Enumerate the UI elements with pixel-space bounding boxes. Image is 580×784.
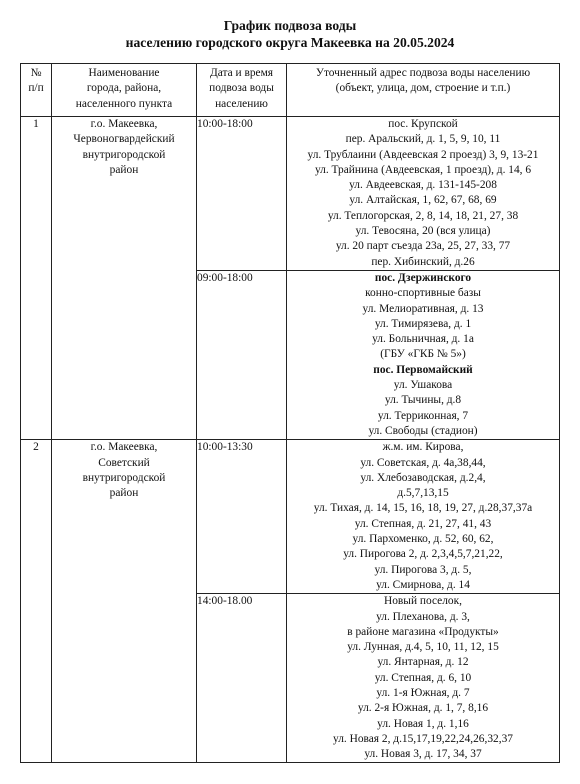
time-cell: 14:00-18.00	[197, 594, 287, 763]
address-cell	[287, 594, 560, 763]
address-line: пос. Крупской	[388, 118, 458, 130]
area-line: г.о. Макеевка,	[90, 441, 158, 454]
row-number: 2	[21, 440, 52, 763]
address-line: пос. Первомайский	[373, 363, 473, 376]
header-row	[21, 64, 560, 117]
document-title: График подвоза воды	[223, 18, 357, 33]
address-line: пос. Дзержинского	[374, 271, 472, 284]
address-line: ул. Терриконная, 7	[377, 409, 469, 422]
table-body	[21, 117, 560, 763]
area-line: внутригородской	[82, 471, 166, 484]
address-line: ул. Авдеевская, д. 131-145-208	[349, 179, 497, 192]
time-cell: 10:00-18:00	[197, 117, 287, 271]
area-line: Советский	[98, 456, 150, 469]
address-line: ул. 2-я Южная, д. 1, 7, 8,16	[357, 702, 489, 715]
header-time: Дата и время подвоза воды населению	[197, 64, 287, 117]
area-cell	[52, 117, 197, 440]
address-line: ул. Тихая, д. 14, 15, 16, 18, 19, 27, д.28,37,37а	[313, 502, 533, 515]
address-line: ул. Степная, д. 6, 10	[374, 671, 472, 684]
document-subtitle: населению городского округа Макеевка на 20.05.2024	[125, 35, 455, 50]
address-line: ул. Трайнина (Авдеевская, 1 проезд), д. 14, 6	[314, 163, 532, 176]
address-line: ул. Свободы (стадион)	[368, 424, 478, 437]
area-line: Червоногвардейский	[73, 133, 175, 146]
water-schedule-table	[20, 63, 560, 763]
address-line: ул. Степная, д. 21, 27, 41, 43	[354, 517, 492, 530]
header-area: Наименование города, района, населенного пункта	[52, 64, 197, 117]
address-line: ул. Хлебозаводская, д.2,4,	[360, 471, 486, 484]
area-line: район	[109, 487, 139, 500]
address-line: ул. Новая 2, д.15,17,19,22,24,26,32,37	[333, 732, 513, 745]
header-address: Уточненный адрес подвоза воды населению (объект, улица, дом, строение и т.п.)	[287, 64, 560, 117]
address-line: ул. 1-я Южная, д. 7	[376, 686, 470, 699]
address-line: ул. Ушакова	[393, 379, 453, 392]
address-line: ул. Новая 3, д. 17, 34, 37	[364, 748, 482, 761]
address-line: ул. Алтайская, 1, 62, 67, 68, 69	[349, 194, 497, 207]
time-cell: 09:00-18:00	[197, 270, 287, 439]
address-line: ул. Плеханова, д. 3,	[376, 610, 470, 623]
address-line: ул. Советская, д. 4а,38,44,	[360, 456, 486, 469]
address-line: ул. Мелиоративная, д. 13	[362, 302, 484, 315]
table-row	[21, 440, 560, 594]
table-row	[21, 117, 560, 271]
address-line: ул. Смирнова, д. 14	[376, 578, 470, 591]
area-line: внутригородской	[82, 148, 166, 161]
address-line: ул. Больничная, д. 1а	[372, 333, 474, 346]
address-line: (ГБУ «ГКБ № 5»)	[380, 348, 466, 361]
address-cell	[287, 440, 560, 594]
address-cell	[287, 117, 560, 271]
address-line: ж.м. им. Кирова,	[382, 441, 464, 454]
time-cell: 10:00-13:30	[197, 440, 287, 594]
address-line: в районе магазина «Продукты»	[347, 625, 499, 638]
address-line: ул. Янтарная, д. 12	[377, 656, 469, 669]
address-line: ул. Тевосяна, 20 (вся улица)	[355, 225, 491, 238]
address-line: ул. Трублаини (Авдеевская 2 проезд) 3, 9, 13-21	[307, 148, 539, 161]
address-line: ул. Тимирязева, д. 1	[374, 317, 472, 330]
address-line: пер. Хибинский, д.26	[371, 255, 475, 268]
address-line: ул. 20 парт съезда 23а, 25, 27, 33, 77	[335, 240, 511, 253]
address-line: ул. Новая 1, д. 1,16	[377, 717, 469, 730]
address-line: ул. Пирогова 2, д. 2,3,4,5,7,21,22,	[343, 548, 503, 561]
address-line: ул. Тычины, д.8	[384, 394, 462, 407]
address-line: пер. Аральский, д. 1, 5, 9, 10, 11	[345, 133, 501, 146]
address-cell	[287, 270, 560, 439]
address-line: ул. Пархоменко, д. 52, 60, 62,	[352, 533, 494, 546]
address-line: ул. Пирогова 3, д. 5,	[374, 563, 472, 576]
row-number: 1	[21, 117, 52, 440]
area-cell	[52, 440, 197, 763]
header-number: № п/п	[21, 64, 52, 117]
address-line: ул. Лунная, д.4, 5, 10, 11, 12, 15	[347, 641, 499, 654]
address-line: Новый поселок,	[384, 595, 462, 608]
area-line: район	[109, 163, 139, 176]
area-line: г.о. Макеевка,	[90, 118, 158, 130]
address-line: конно-спортивные базы	[365, 287, 481, 300]
address-line: д.5,7,13,15	[397, 487, 449, 500]
address-line: ул. Теплогорская, 2, 8, 14, 18, 21, 27, 38	[327, 209, 519, 222]
